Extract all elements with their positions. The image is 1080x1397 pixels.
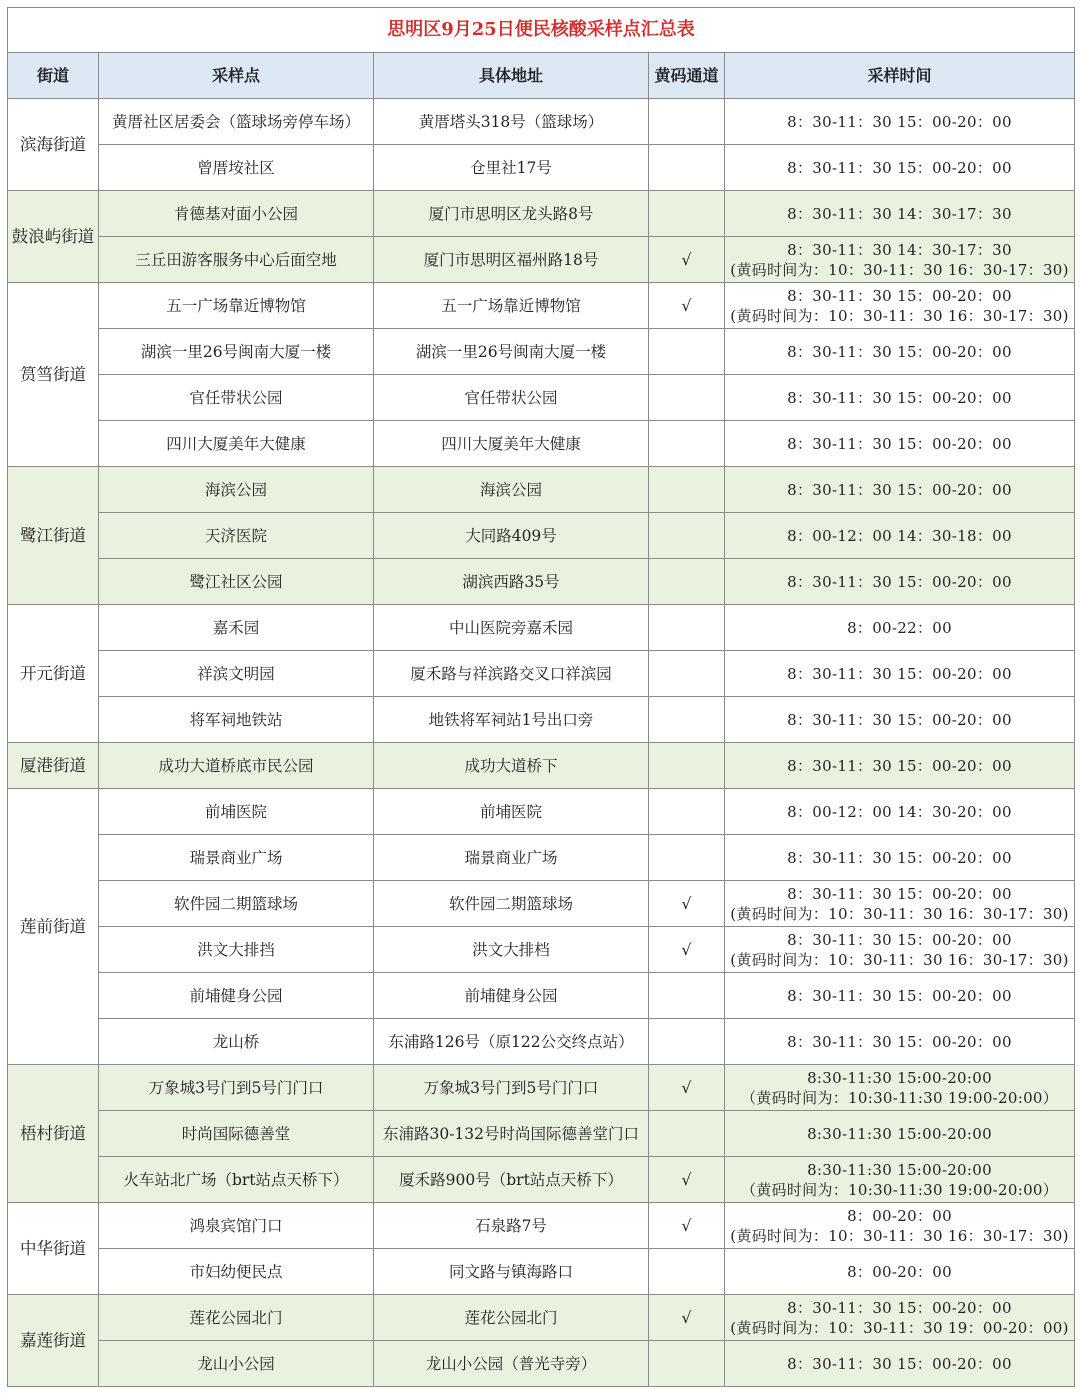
table-row xyxy=(8,237,1075,283)
yellow-channel-cell xyxy=(649,651,725,697)
address-cell: 黄厝塔头318号（篮球场） xyxy=(374,99,649,145)
time-cell xyxy=(725,467,1075,513)
yellow-channel-cell: √ xyxy=(649,881,725,927)
site-cell: 瑞景商业广场 xyxy=(99,835,374,881)
table-row xyxy=(8,1249,1075,1295)
site-cell: 龙山桥 xyxy=(99,1019,374,1065)
yellow-channel-cell: √ xyxy=(649,283,725,329)
yellow-channel-cell xyxy=(649,1019,725,1065)
time-cell xyxy=(725,145,1075,191)
time-primary: 8：30-11：30 15：00-20：00 xyxy=(787,112,1012,131)
table-body xyxy=(8,99,1075,1387)
site-cell: 三丘田游客服务中心后面空地 xyxy=(99,237,374,283)
time-cell xyxy=(725,283,1075,329)
time-cell xyxy=(725,1295,1075,1341)
site-cell: 五一广场靠近博物馆 xyxy=(99,283,374,329)
header-address: 具体地址 xyxy=(374,53,649,99)
district-cell: 嘉莲街道 xyxy=(8,1295,99,1387)
site-cell: 万象城3号门到5号门门口 xyxy=(99,1065,374,1111)
time-primary: 8：00-12：00 14：30-20：00 xyxy=(787,802,1012,821)
time-cell xyxy=(725,973,1075,1019)
district-cell: 开元街道 xyxy=(8,605,99,743)
time-yellow-code: (黄码时间为：10：30-11：30 16：30-17：30) xyxy=(730,1226,1069,1245)
site-cell: 市妇幼便民点 xyxy=(99,1249,374,1295)
time-primary: 8：00-22：00 xyxy=(847,618,952,637)
time-cell xyxy=(725,743,1075,789)
table-row xyxy=(8,1111,1075,1157)
time-primary: 8：30-11：30 15：00-20：00 xyxy=(787,342,1012,361)
time-primary: 8：30-11：30 15：00-20：00 xyxy=(787,1354,1012,1373)
yellow-channel-cell: √ xyxy=(649,927,725,973)
table-row xyxy=(8,283,1075,329)
yellow-channel-cell: √ xyxy=(649,1203,725,1249)
address-cell: 厦禾路与祥滨路交叉口祥滨园 xyxy=(374,651,649,697)
time-primary: 8：30-11：30 14：30-17：30 xyxy=(787,240,1012,259)
site-cell: 成功大道桥底市民公园 xyxy=(99,743,374,789)
address-cell: 官任带状公园 xyxy=(374,375,649,421)
address-cell: 瑞景商业广场 xyxy=(374,835,649,881)
table-row xyxy=(8,973,1075,1019)
yellow-channel-cell xyxy=(649,973,725,1019)
time-primary: 8：30-11：30 15：00-20：00 xyxy=(787,286,1012,305)
header-yellow-channel: 黄码通道 xyxy=(649,53,725,99)
time-primary: 8：30-11：30 15：00-20：00 xyxy=(787,884,1012,903)
time-cell xyxy=(725,697,1075,743)
time-primary: 8：30-11：30 15：00-20：00 xyxy=(787,986,1012,1005)
time-cell xyxy=(725,191,1075,237)
time-primary: 8:30-11:30 15:00-20:00 xyxy=(807,1068,992,1087)
time-primary: 8：30-11：30 15：00-20：00 xyxy=(787,710,1012,729)
site-cell: 前埔健身公园 xyxy=(99,973,374,1019)
table-row xyxy=(8,1341,1075,1387)
time-cell xyxy=(725,835,1075,881)
district-cell: 中华街道 xyxy=(8,1203,99,1295)
time-cell xyxy=(725,1157,1075,1203)
time-primary: 8：30-11：30 15：00-20：00 xyxy=(787,388,1012,407)
address-cell: 洪文大排档 xyxy=(374,927,649,973)
table-title: 思明区9月25日便民核酸采样点汇总表 xyxy=(8,8,1075,53)
table-row xyxy=(8,835,1075,881)
site-cell: 肯德基对面小公园 xyxy=(99,191,374,237)
time-cell xyxy=(725,421,1075,467)
address-cell: 万象城3号门到5号门门口 xyxy=(374,1065,649,1111)
site-cell: 黄厝社区居委会（篮球场旁停车场） xyxy=(99,99,374,145)
address-cell: 龙山小公园（普光寺旁） xyxy=(374,1341,649,1387)
table-row xyxy=(8,559,1075,605)
address-cell: 同文路与镇海路口 xyxy=(374,1249,649,1295)
address-cell: 石泉路7号 xyxy=(374,1203,649,1249)
time-cell xyxy=(725,375,1075,421)
yellow-channel-cell xyxy=(649,1341,725,1387)
address-cell: 海滨公园 xyxy=(374,467,649,513)
district-cell: 梧村街道 xyxy=(8,1065,99,1203)
yellow-channel-cell xyxy=(649,467,725,513)
site-cell: 时尚国际德善堂 xyxy=(99,1111,374,1157)
site-cell: 天济医院 xyxy=(99,513,374,559)
site-cell: 软件园二期篮球场 xyxy=(99,881,374,927)
site-cell: 莲花公园北门 xyxy=(99,1295,374,1341)
header-district: 街道 xyxy=(8,53,99,99)
yellow-channel-cell xyxy=(649,191,725,237)
address-cell: 湖滨一里26号闽南大厦一楼 xyxy=(374,329,649,375)
time-cell xyxy=(725,1065,1075,1111)
time-cell xyxy=(725,1019,1075,1065)
district-cell: 筼筜街道 xyxy=(8,283,99,467)
yellow-channel-cell: √ xyxy=(649,237,725,283)
table-row xyxy=(8,467,1075,513)
time-primary: 8：30-11：30 15：00-20：00 xyxy=(787,756,1012,775)
table-row xyxy=(8,1203,1075,1249)
time-yellow-code: (黄码时间为：10：30-11：30 16：30-17：30) xyxy=(730,260,1069,279)
header-site: 采样点 xyxy=(99,53,374,99)
yellow-channel-cell xyxy=(649,743,725,789)
time-primary: 8：00-20：00 xyxy=(847,1262,952,1281)
time-cell xyxy=(725,1203,1075,1249)
time-cell xyxy=(725,1341,1075,1387)
address-cell: 四川大厦美年大健康 xyxy=(374,421,649,467)
district-cell: 滨海街道 xyxy=(8,99,99,191)
site-cell: 鹭江社区公园 xyxy=(99,559,374,605)
yellow-channel-cell xyxy=(649,513,725,559)
site-cell: 四川大厦美年大健康 xyxy=(99,421,374,467)
time-primary: 8：30-11：30 15：00-20：00 xyxy=(787,158,1012,177)
table-row xyxy=(8,99,1075,145)
table-row xyxy=(8,697,1075,743)
yellow-channel-cell xyxy=(649,375,725,421)
time-primary: 8：30-11：30 14：30-17：30 xyxy=(787,204,1012,223)
time-cell xyxy=(725,789,1075,835)
table-row xyxy=(8,651,1075,697)
site-cell: 将军祠地铁站 xyxy=(99,697,374,743)
address-cell: 五一广场靠近博物馆 xyxy=(374,283,649,329)
sampling-sites-table xyxy=(7,7,1075,1387)
table-row xyxy=(8,329,1075,375)
time-cell xyxy=(725,881,1075,927)
yellow-channel-cell: √ xyxy=(649,1295,725,1341)
address-cell: 软件园二期篮球场 xyxy=(374,881,649,927)
time-yellow-code: (黄码时间为：10：30-11：30 19：00-20：00) xyxy=(730,1318,1069,1337)
address-cell: 前埔医院 xyxy=(374,789,649,835)
yellow-channel-cell xyxy=(649,789,725,835)
site-cell: 龙山小公园 xyxy=(99,1341,374,1387)
yellow-channel-cell xyxy=(649,835,725,881)
site-cell: 火车站北广场（brt站点天桥下） xyxy=(99,1157,374,1203)
time-primary: 8：30-11：30 15：00-20：00 xyxy=(787,848,1012,867)
site-cell: 洪文大排挡 xyxy=(99,927,374,973)
site-cell: 官任带状公园 xyxy=(99,375,374,421)
yellow-channel-cell xyxy=(649,145,725,191)
time-cell xyxy=(725,513,1075,559)
district-cell: 鼓浪屿街道 xyxy=(8,191,99,283)
time-yellow-code: (黄码时间为：10：30-11：30 16：30-17：30) xyxy=(730,950,1069,969)
table-row xyxy=(8,191,1075,237)
time-cell xyxy=(725,559,1075,605)
address-cell: 仓里社17号 xyxy=(374,145,649,191)
address-cell: 前埔健身公园 xyxy=(374,973,649,1019)
yellow-channel-cell xyxy=(649,329,725,375)
time-primary: 8：30-11：30 15：00-20：00 xyxy=(787,1032,1012,1051)
table-row xyxy=(8,513,1075,559)
time-primary: 8：30-11：30 15：00-20：00 xyxy=(787,480,1012,499)
table-row xyxy=(8,1295,1075,1341)
table-row xyxy=(8,1019,1075,1065)
time-cell xyxy=(725,605,1075,651)
site-cell: 湖滨一里26号闽南大厦一楼 xyxy=(99,329,374,375)
time-yellow-code: (黄码时间为：10：30-11：30 16：30-17：30) xyxy=(730,904,1069,923)
table-row xyxy=(8,1157,1075,1203)
table-row xyxy=(8,881,1075,927)
time-primary: 8:30-11:30 15:00-20:00 xyxy=(807,1124,992,1143)
table-row xyxy=(8,145,1075,191)
yellow-channel-cell xyxy=(649,697,725,743)
time-primary: 8：30-11：30 15：00-20：00 xyxy=(787,664,1012,683)
address-cell: 厦门市思明区福州路18号 xyxy=(374,237,649,283)
time-primary: 8：30-11：30 15：00-20：00 xyxy=(787,434,1012,453)
district-cell: 莲前街道 xyxy=(8,789,99,1065)
site-cell: 鸿泉宾馆门口 xyxy=(99,1203,374,1249)
summary-table-container xyxy=(7,7,1074,1387)
time-yellow-code: （黄码时间为：10:30-11:30 19:00-20:00） xyxy=(740,1088,1059,1107)
address-cell: 莲花公园北门 xyxy=(374,1295,649,1341)
yellow-channel-cell xyxy=(649,99,725,145)
table-row xyxy=(8,743,1075,789)
table-row xyxy=(8,421,1075,467)
address-cell: 东浦路30-132号时尚国际德善堂门口 xyxy=(374,1111,649,1157)
header-time: 采样时间 xyxy=(725,53,1075,99)
yellow-channel-cell xyxy=(649,1111,725,1157)
address-cell: 中山医院旁嘉禾园 xyxy=(374,605,649,651)
time-primary: 8：00-20：00 xyxy=(847,1206,952,1225)
table-row xyxy=(8,375,1075,421)
address-cell: 成功大道桥下 xyxy=(374,743,649,789)
site-cell: 祥滨文明园 xyxy=(99,651,374,697)
site-cell: 嘉禾园 xyxy=(99,605,374,651)
address-cell: 地铁将军祠站1号出口旁 xyxy=(374,697,649,743)
time-primary: 8：00-12：00 14：30-18：00 xyxy=(787,526,1012,545)
time-primary: 8：30-11：30 15：00-20：00 xyxy=(787,930,1012,949)
yellow-channel-cell xyxy=(649,421,725,467)
district-cell: 鹭江街道 xyxy=(8,467,99,605)
time-primary: 8：30-11：30 15：00-20：00 xyxy=(787,1298,1012,1317)
time-yellow-code: (黄码时间为：10：30-11：30 16：30-17：30) xyxy=(730,306,1069,325)
site-cell: 海滨公园 xyxy=(99,467,374,513)
time-cell xyxy=(725,1111,1075,1157)
site-cell: 前埔医院 xyxy=(99,789,374,835)
table-row xyxy=(8,789,1075,835)
yellow-channel-cell xyxy=(649,559,725,605)
district-cell: 厦港街道 xyxy=(8,743,99,789)
time-yellow-code: （黄码时间为：10:30-11:30 19:00-20:00） xyxy=(740,1180,1059,1199)
time-cell xyxy=(725,237,1075,283)
time-cell xyxy=(725,651,1075,697)
address-cell: 大同路409号 xyxy=(374,513,649,559)
table-row xyxy=(8,927,1075,973)
time-primary: 8：30-11：30 15：00-20：00 xyxy=(787,572,1012,591)
time-cell xyxy=(725,1249,1075,1295)
address-cell: 厦门市思明区龙头路8号 xyxy=(374,191,649,237)
yellow-channel-cell: √ xyxy=(649,1065,725,1111)
address-cell: 厦禾路900号（brt站点天桥下） xyxy=(374,1157,649,1203)
site-cell: 曾厝垵社区 xyxy=(99,145,374,191)
time-cell xyxy=(725,927,1075,973)
address-cell: 湖滨西路35号 xyxy=(374,559,649,605)
time-cell xyxy=(725,329,1075,375)
time-cell xyxy=(725,99,1075,145)
yellow-channel-cell: √ xyxy=(649,1157,725,1203)
yellow-channel-cell xyxy=(649,605,725,651)
table-row xyxy=(8,1065,1075,1111)
table-row xyxy=(8,605,1075,651)
yellow-channel-cell xyxy=(649,1249,725,1295)
address-cell: 东浦路126号（原122公交终点站） xyxy=(374,1019,649,1065)
time-primary: 8:30-11:30 15:00-20:00 xyxy=(807,1160,992,1179)
